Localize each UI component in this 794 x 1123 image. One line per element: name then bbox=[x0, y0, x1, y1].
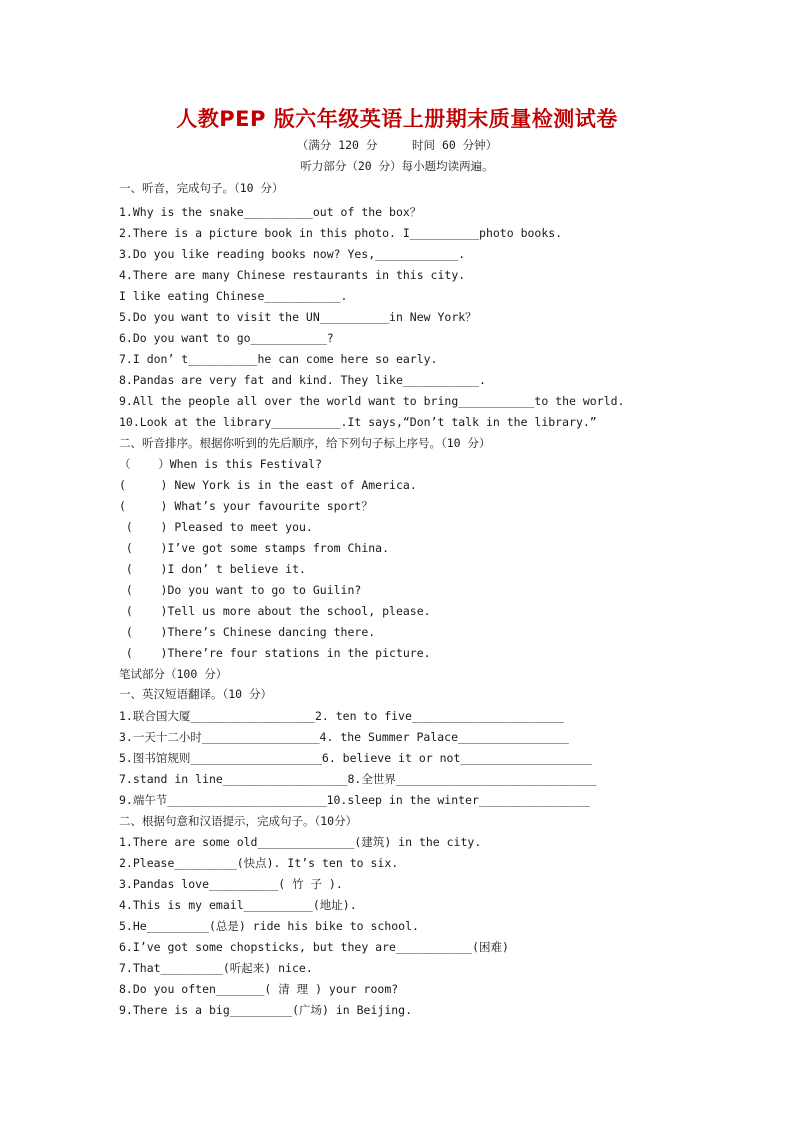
list-item: 10.Look at the library__________.It says,“Don’t talk in the library.” bbox=[119, 415, 597, 429]
list-item: 7.I don’ t__________he can come here so early. bbox=[119, 352, 438, 366]
section1-heading: 一、听音，完成句子。（10 分） bbox=[119, 181, 284, 195]
list-item: 8.Do you often_______( 清 理 ) your room? bbox=[119, 982, 399, 996]
list-item: ( ) New York is in the east of America. bbox=[119, 478, 417, 492]
list-item: 1.Why is the snake__________out of the box？ bbox=[119, 205, 422, 219]
page-title: 人教PEP 版六年级英语上册期末质量检测试卷 bbox=[176, 107, 618, 131]
section2-heading: 二、听音排序。根据你听到的先后顺序，给下列句子标上序号。（10 分） bbox=[119, 436, 491, 450]
list-item: 5.图书馆规则___________________6. believe it or not___________________ bbox=[119, 751, 592, 765]
list-item: ( )Do you want to go to Guilin? bbox=[119, 583, 362, 597]
list-item: （ ）When is this Festival? bbox=[119, 457, 323, 471]
list-item: 7.stand in line__________________8.全世界_____________________________ bbox=[119, 772, 597, 786]
section4-heading: 二、根据句意和汉语提示，完成句子。（10分） bbox=[119, 814, 358, 828]
written-header: 笔试部分（100 分） bbox=[119, 667, 228, 681]
list-item: 3.Do you like reading books now? Yes,____________. bbox=[119, 247, 466, 261]
list-item: I like eating Chinese___________. bbox=[119, 289, 348, 303]
list-item: 8.Pandas are very fat and kind. They like___________. bbox=[119, 373, 486, 387]
listening-header: 听力部分（20 分）每小题均读两遍。 bbox=[300, 159, 494, 173]
list-item: 6.Do you want to go___________? bbox=[119, 331, 334, 345]
list-item: ( )I’ve got some stamps from China. bbox=[119, 541, 390, 555]
list-item: 2.There is a picture book in this photo. I__________photo books. bbox=[119, 226, 563, 240]
list-item: 4.There are many Chinese restaurants in this city. bbox=[119, 268, 466, 282]
list-item: 5.Do you want to visit the UN__________in New York？ bbox=[119, 310, 477, 324]
list-item: ( )There’s Chinese dancing there. bbox=[119, 625, 376, 639]
list-item: 9.There is a big_________(广场) in Beijing. bbox=[119, 1003, 413, 1017]
list-item: ( )There’re four stations in the picture. bbox=[119, 646, 431, 660]
list-item: 2.Please_________(快点). It’s ten to six. bbox=[119, 856, 399, 870]
list-item: 1.联合国大厦__________________2. ten to five______________________ bbox=[119, 709, 565, 723]
list-item: ( )Tell us more about the school, please. bbox=[119, 604, 431, 618]
list-item: ( )I don’ t believe it. bbox=[119, 562, 306, 576]
list-item: 5.He_________(总是) ride his bike to school. bbox=[119, 919, 419, 933]
list-item: 7.That_________(听起来) nice. bbox=[119, 961, 313, 975]
list-item: 4.This is my email__________(地址). bbox=[119, 898, 357, 912]
list-item: 3.Pandas love__________( 竹 子 ). bbox=[119, 877, 343, 891]
list-item: 9.端午节_______________________10.sleep in the winter________________ bbox=[119, 793, 590, 807]
list-item: 9.All the people all over the world want to bring___________to the world. bbox=[119, 394, 625, 408]
exam-meta: （满分 120 分 时间 60 分钟） bbox=[296, 138, 498, 152]
list-item: ( ) What’s your favourite sport？ bbox=[119, 499, 373, 513]
list-item: ( ) Pleased to meet you. bbox=[119, 520, 313, 534]
section3-heading: 一、英汉短语翻译。（10 分） bbox=[119, 687, 273, 701]
list-item: 6.I’ve got some chopsticks, but they are___________(困难) bbox=[119, 940, 509, 954]
list-item: 1.There are some old______________(建筑) in the city. bbox=[119, 835, 482, 849]
list-item: 3.一天十二小时_________________4. the Summer Palace________________ bbox=[119, 730, 569, 744]
